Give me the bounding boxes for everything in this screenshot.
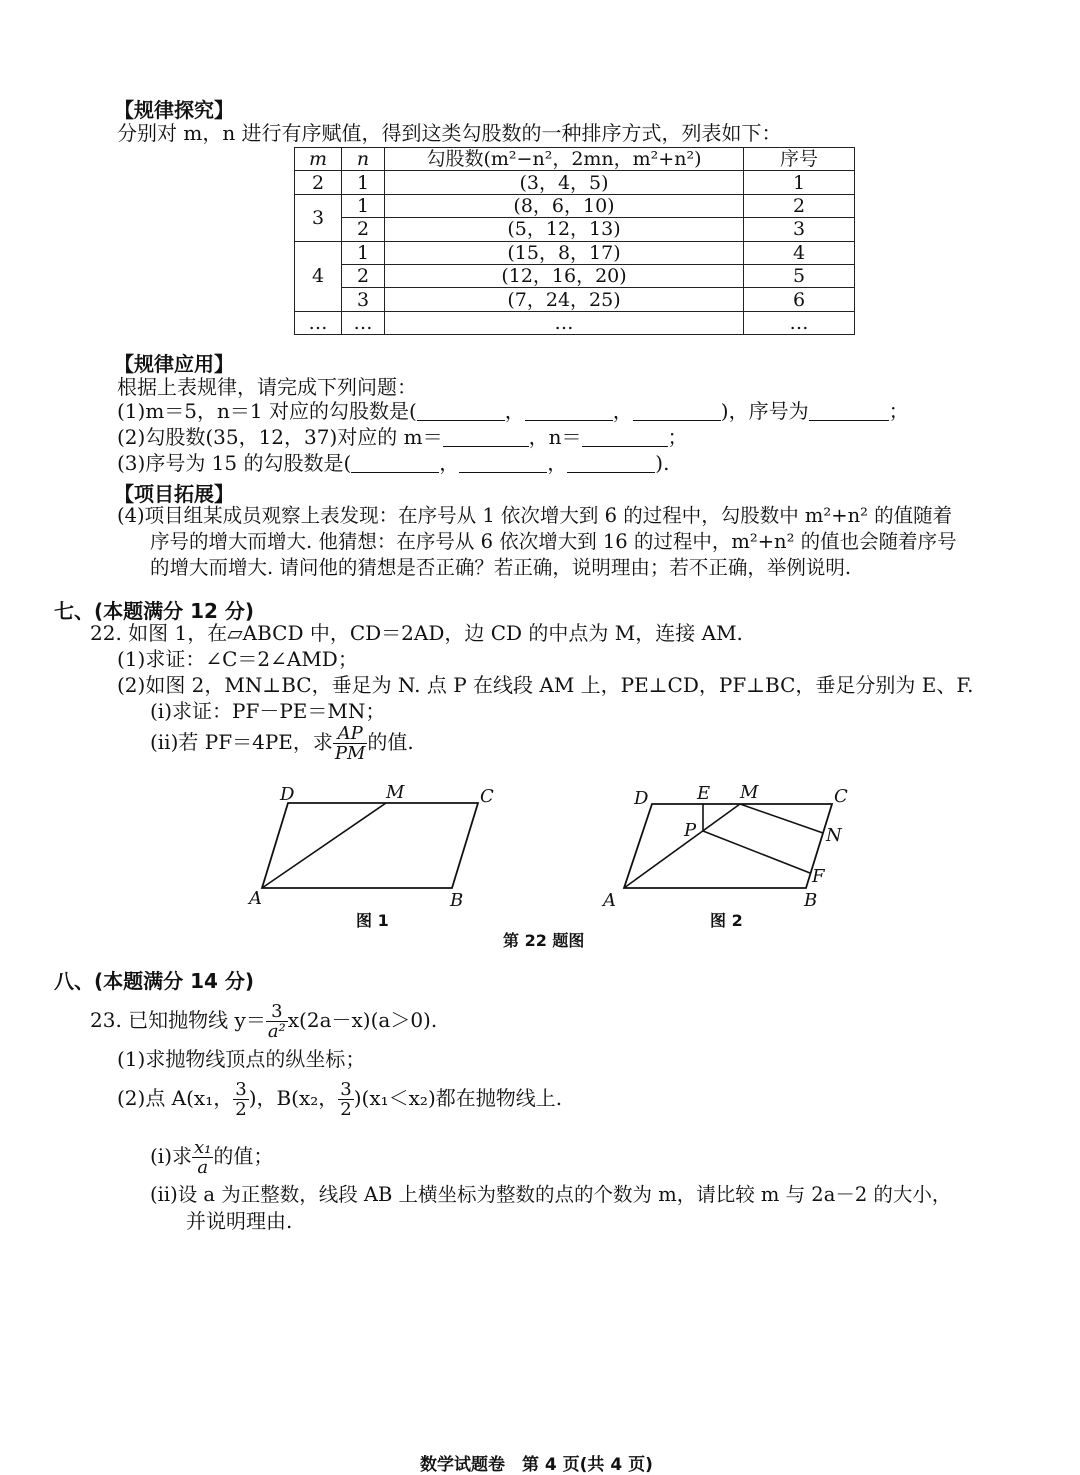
fig2-label-f: F bbox=[812, 866, 825, 887]
fraction-denominator: 2 bbox=[340, 1099, 352, 1120]
question-3: (3)序号为 15 的勾股数是( ， ， ). bbox=[117, 451, 670, 475]
pythagorean-table bbox=[294, 147, 855, 335]
q22-2ii-text: (ⅱ)若 PF＝4PE，求 bbox=[150, 730, 333, 754]
q23-2-text-b: )，B(x₂， bbox=[248, 1086, 339, 1110]
q1-text-b: )，序号为 bbox=[720, 399, 809, 423]
cell-n: 1 bbox=[342, 194, 385, 217]
cell-triple: (12，16，20) bbox=[385, 264, 744, 287]
q3-text: (3)序号为 15 的勾股数是( bbox=[117, 451, 352, 475]
q3-text-b: ). bbox=[655, 451, 670, 475]
cell-n: 2 bbox=[342, 264, 385, 287]
section-8-heading: 八、(本题满分 14 分) bbox=[54, 969, 255, 993]
fraction-denominator: 2 bbox=[235, 1099, 247, 1120]
answer-blank[interactable] bbox=[351, 454, 439, 473]
fig2-label-c: C bbox=[834, 786, 848, 807]
question-2: (2)勾股数(35，12，37)对应的 m＝ ，n＝ ； bbox=[117, 425, 688, 449]
segment-mn bbox=[740, 804, 823, 833]
answer-blank[interactable] bbox=[525, 402, 613, 421]
q22-part-2i: (ⅰ)求证：PF－PE＝MN； bbox=[150, 699, 386, 723]
expand-line-1: (4)项目组某成员观察上表发现：在序号从 1 依次增大到 6 的过程中，勾股数中 m²+n² 的值随着 bbox=[117, 504, 953, 527]
q23-part-2ii-cont: 并说明理由. bbox=[186, 1209, 293, 1233]
cell-triple: (8，6，10) bbox=[385, 194, 744, 217]
q2-text: (2)勾股数(35，12，37)对应的 m＝ bbox=[117, 425, 443, 449]
table-row bbox=[295, 311, 855, 334]
explore-heading: 【规律探究】 bbox=[114, 98, 234, 122]
apply-heading: 【规律应用】 bbox=[114, 352, 234, 376]
cell-index: 3 bbox=[744, 218, 855, 241]
fraction-numerator: x₁ bbox=[194, 1137, 212, 1158]
fraction-numerator: 3 bbox=[340, 1079, 352, 1100]
cell-triple: (5，12，13) bbox=[385, 218, 744, 241]
fig1-label-m: M bbox=[386, 782, 405, 803]
cell-triple: (3，4，5) bbox=[385, 171, 744, 194]
answer-blank[interactable] bbox=[417, 402, 505, 421]
cell-index: 1 bbox=[744, 171, 855, 194]
fig1-label-d: D bbox=[280, 784, 295, 805]
cell-n: 3 bbox=[342, 288, 385, 311]
expand-heading: 【项目拓展】 bbox=[114, 482, 234, 506]
header-triple: 勾股数(m²−n²，2mn，m²+n²) bbox=[385, 148, 744, 171]
fraction-denominator: a bbox=[197, 1157, 209, 1178]
figure-2-caption: 图 2 bbox=[710, 911, 743, 930]
question-22: 22. 如图 1，在▱ABCD 中，CD＝2AD，边 CD 的中点为 M，连接 AM. bbox=[90, 621, 743, 645]
answer-blank[interactable] bbox=[567, 454, 655, 473]
answer-blank[interactable] bbox=[809, 402, 889, 421]
q23-text: 23. 已知抛物线 y＝ bbox=[90, 1008, 266, 1032]
fig1-label-a: A bbox=[249, 888, 262, 909]
cell-m: 4 bbox=[295, 241, 342, 311]
cell-index: … bbox=[744, 311, 855, 334]
segment-am bbox=[624, 804, 740, 888]
q23-2i-text: (ⅰ)求 bbox=[150, 1144, 193, 1168]
table-row bbox=[295, 264, 855, 287]
cell-index: 6 bbox=[744, 288, 855, 311]
cell-n: 1 bbox=[342, 171, 385, 194]
fig1-label-c: C bbox=[480, 786, 494, 807]
cell-index: 2 bbox=[744, 194, 855, 217]
cell-n: … bbox=[342, 311, 385, 334]
fig1-label-b: B bbox=[450, 890, 464, 911]
fraction-numerator: 3 bbox=[266, 1002, 288, 1022]
question-1: (1)m＝5，n＝1 对应的勾股数是( ， ， )，序号为 ； bbox=[117, 399, 909, 423]
q22-part-2: (2)如图 2，MN⊥BC，垂足为 N. 点 P 在线段 AM 上，PE⊥CD，PF⊥BC，垂足分别为 E、F. bbox=[117, 673, 974, 697]
explore-intro: 分别对 m，n 进行有序赋值，得到这类勾股数的一种排序方式，列表如下： bbox=[117, 121, 782, 145]
q23-part-2i bbox=[150, 1138, 273, 1177]
figure-1-caption: 图 1 bbox=[356, 911, 389, 930]
page-footer: 数学试题卷 第 4 页(共 4 页) bbox=[420, 1455, 653, 1475]
header-m: m bbox=[295, 148, 342, 171]
fraction-ap-pm bbox=[333, 724, 368, 763]
fraction-denominator: a² bbox=[267, 1021, 286, 1042]
cell-triple: (7，24，25) bbox=[385, 288, 744, 311]
header-n: n bbox=[342, 148, 385, 171]
table-header-row bbox=[295, 148, 855, 171]
cell-index: 4 bbox=[744, 241, 855, 264]
answer-blank[interactable] bbox=[443, 428, 529, 447]
fig2-label-n: N bbox=[826, 825, 842, 846]
parallelogram-abcd bbox=[624, 804, 832, 888]
fig2-label-b: B bbox=[804, 890, 818, 911]
cell-m: 2 bbox=[295, 171, 342, 194]
q23-2-text-c: )(x₁＜x₂)都在抛物线上. bbox=[353, 1086, 563, 1110]
q23-part-2ii: (ⅱ)设 a 为正整数，线段 AB 上横坐标为整数的点的个数为 m，请比较 m 与 2a－2 的大小， bbox=[150, 1183, 952, 1206]
header-index: 序号 bbox=[744, 148, 855, 171]
cell-triple: (15，8，17) bbox=[385, 241, 744, 264]
answer-blank[interactable] bbox=[459, 454, 547, 473]
q1-text: (1)m＝5，n＝1 对应的勾股数是( bbox=[117, 399, 417, 423]
fig2-label-e: E bbox=[697, 783, 711, 804]
table-row bbox=[295, 171, 855, 194]
expand-line-3: 的增大而增大. 请问他的猜想是否正确？若正确，说明理由；若不正确，举例说明. bbox=[150, 556, 852, 579]
table-row bbox=[295, 194, 855, 217]
table-row bbox=[295, 218, 855, 241]
question-23 bbox=[90, 1002, 437, 1041]
fig2-label-a: A bbox=[603, 890, 616, 911]
q23-2-text-a: (2)点 A(x₁， bbox=[117, 1086, 234, 1110]
cell-index: 5 bbox=[744, 264, 855, 287]
expand-line-2: 序号的增大而增大. 他猜想：在序号从 6 依次增大到 16 的过程中，m²+n² 的值也会随着序号 bbox=[150, 530, 957, 553]
q23-part-1: (1)求抛物线顶点的纵坐标； bbox=[117, 1047, 366, 1071]
q23-text-b: x(2a－x)(a＞0). bbox=[287, 1008, 438, 1032]
fig2-label-d: D bbox=[634, 788, 649, 809]
q22-2ii-text-b: 的值. bbox=[367, 730, 414, 754]
answer-blank[interactable] bbox=[582, 428, 668, 447]
q22-part-1: (1)求证：∠C＝2∠AMD； bbox=[117, 647, 358, 671]
fraction-numerator: 3 bbox=[235, 1079, 247, 1100]
segment-pf bbox=[703, 831, 810, 873]
q23-2i-text-b: 的值； bbox=[213, 1144, 274, 1168]
table-row bbox=[295, 241, 855, 264]
cell-m: … bbox=[295, 311, 342, 334]
fraction-numerator: AP bbox=[333, 724, 368, 744]
fraction-3-over-2 bbox=[338, 1080, 353, 1119]
fraction-x1-over-a bbox=[192, 1138, 213, 1177]
apply-intro: 根据上表规律，请完成下列问题： bbox=[117, 375, 417, 399]
table-row bbox=[295, 288, 855, 311]
fig2-label-p: P bbox=[684, 820, 697, 841]
cell-n: 2 bbox=[342, 218, 385, 241]
segment-am bbox=[262, 803, 386, 888]
fraction-denominator: PM bbox=[334, 743, 366, 764]
cell-n: 1 bbox=[342, 241, 385, 264]
q23-part-2 bbox=[117, 1080, 562, 1119]
figure-group-caption: 第 22 题图 bbox=[503, 931, 585, 950]
parallelogram-abcd bbox=[262, 803, 478, 888]
fraction-3-over-2 bbox=[233, 1080, 248, 1119]
q22-part-2ii bbox=[150, 724, 414, 763]
answer-blank[interactable] bbox=[633, 402, 721, 421]
section-7-heading: 七、(本题满分 12 分) bbox=[54, 599, 255, 623]
q2-text-b: ，n＝ bbox=[528, 425, 582, 449]
fraction-3-over-a2 bbox=[266, 1002, 288, 1041]
cell-triple: … bbox=[385, 311, 744, 334]
cell-m: 3 bbox=[295, 194, 342, 241]
fig2-label-m: M bbox=[740, 782, 759, 803]
